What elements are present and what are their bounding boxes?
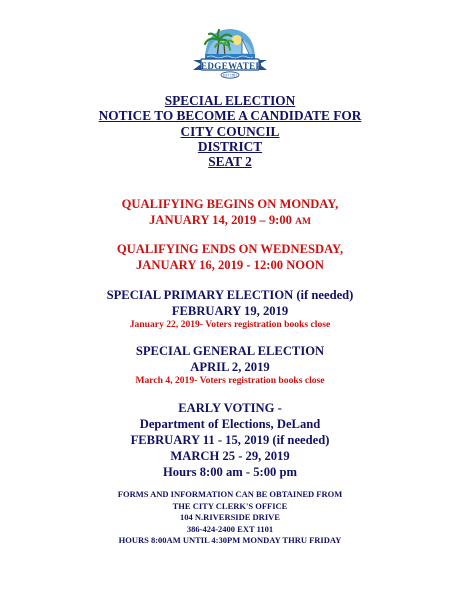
primary-line-1: SPECIAL PRIMARY ELECTION (if needed) [106,288,354,302]
qualifying-ends-line-2: JANUARY 16, 2019 - 12:00 NOON [136,258,324,272]
qualifying-begins-date: JANUARY 14, 2019 – 9:00 [149,213,296,227]
primary-line-2: FEBRUARY 19, 2019 [171,304,289,318]
general-line-2: APRIL 2, 2019 [190,360,270,374]
edgewater-logo-icon [187,24,273,82]
notice-title [0,93,460,169]
forms-line-1: FORMS AND INFORMATION CAN BE OBTAINED FROM [117,489,343,499]
forms-line-5: HOURS 8:00AM UNTIL 4:30PM MONDAY THRU FRIDAY [118,535,342,545]
early-voting-line-1: EARLY VOTING - [178,401,282,415]
early-voting-line-5: Hours 8:00 am - 5:00 pm [163,465,297,479]
early-voting-line-4: MARCH 25 - 29, 2019 [170,449,290,463]
title-line-4: DISTRICT [197,138,263,154]
logo-name-text: EDGEWATER [201,61,263,71]
svg-text:EST 1951: EST 1951 [222,73,238,78]
title-line-3: CITY COUNCIL [180,123,280,139]
general-note: March 4, 2019- Voters registration books close [135,375,325,386]
early-voting-line-3: FEBRUARY 11 - 15, 2019 (if needed) [130,433,330,447]
qualifying-begins-am: AM [295,217,311,227]
forms-line-4: 386-424-2400 EXT 1101 [186,523,274,534]
city-seal-logo [187,24,273,82]
early-voting-line-2: Department of Elections, DeLand [139,417,321,431]
title-line-5: SEAT 2 [208,154,252,170]
general-election-section [0,343,460,387]
qualifying-ends-section [0,241,460,273]
forms-line-2: THE CITY CLERK'S OFFICE [172,500,288,511]
title-line-1: SPECIAL ELECTION [164,93,296,108]
early-voting-section [0,400,460,480]
qualifying-begins-line-1: QUALIFYING BEGINS ON MONDAY, [121,197,339,211]
general-line-1: SPECIAL GENERAL ELECTION [135,344,325,358]
primary-note: January 22, 2019- Voters registration books close [129,319,331,330]
qualifying-ends-line-1: QUALIFYING ENDS ON WEDNESDAY, [116,242,344,256]
qualifying-begins-section [0,196,460,230]
forms-line-3: 104 N.RIVERSIDE DRIVE [180,512,280,522]
primary-election-section [0,287,460,331]
forms-info-section [0,489,460,547]
qualifying-begins-line-2 [0,212,460,230]
title-line-2: NOTICE TO BECOME A CANDIDATE FOR [98,108,362,124]
